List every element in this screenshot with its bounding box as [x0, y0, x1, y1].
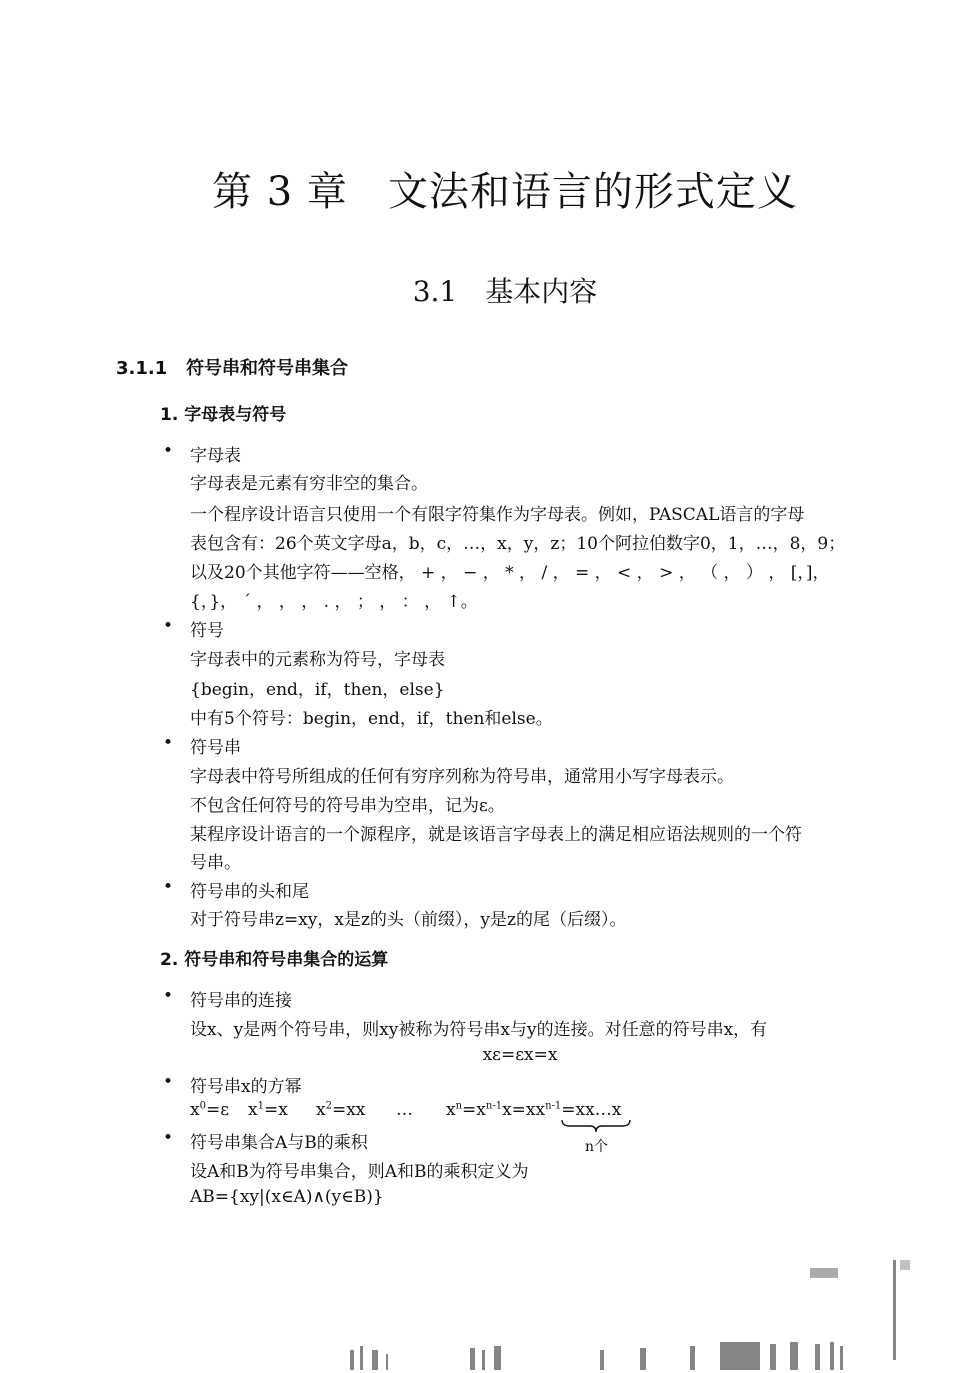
product-text-line: 设A和B为符号串集合，则A和B的乘积定义为: [190, 1162, 529, 1182]
bullet-dot: •: [163, 877, 174, 897]
subsection-heading: [116, 354, 348, 380]
chapter-title-text: 文法和语言的形式定义: [387, 169, 798, 215]
bullet-power-title: 符号串x的方幂: [190, 1077, 302, 1097]
bullet-product-title: 符号串集合A与B的乘积: [190, 1133, 368, 1153]
alphabet-text-line: 表包含有：26个英文字母a，b，c，…，x，y，z；10个阿拉伯数字0，1，…，8，9；: [190, 534, 846, 554]
subsection-number: 3.1.1: [116, 358, 168, 379]
string-text-line: 某程序设计语言的一个源程序，就是该语言字母表上的满足相应语法规则的一个符: [190, 825, 802, 845]
chapter-title: [0, 160, 980, 217]
section-number: 3.1: [412, 275, 458, 308]
part2-heading: 2. 符号串和符号串集合的运算: [160, 950, 389, 970]
part1-heading: 1. 字母表与符号: [160, 405, 287, 425]
chapter-number: 第 3 章: [212, 169, 348, 215]
bullet-headtail-title: 符号串的头和尾: [190, 882, 309, 902]
underbrace-icon: [560, 1118, 632, 1134]
bullet-symbol-title: 符号: [190, 621, 224, 641]
bullet-concat-title: 符号串的连接: [190, 991, 292, 1011]
symbol-text-line: 字母表中的元素称为符号，字母表: [190, 650, 445, 670]
alphabet-definition: 字母表是元素有穷非空的集合。: [190, 474, 428, 494]
string-text-line: 号串。: [190, 853, 241, 873]
product-formula: AB={xy|(x∈A)∧(y∈B)}: [190, 1187, 384, 1207]
section-title-text: 基本内容: [485, 275, 598, 308]
concat-text-line: 设x、y是两个符号串，则xy被称为符号串x与y的连接。对任意的符号串x，有: [190, 1020, 768, 1040]
power-formula-1: $x^1=x$: [248, 1100, 288, 1120]
scan-noise: [0, 1250, 980, 1373]
underbrace-label: n个: [585, 1139, 609, 1155]
string-text-line: 字母表中符号所组成的任何有穷序列称为符号串，通常用小写字母表示。: [190, 767, 734, 787]
alphabet-text-line: 以及20个其他字符——空格， + ， − ， * ， / ， = ， < ， > ， （ ， ） ， [，]，: [190, 563, 830, 583]
bullet-dot: •: [163, 986, 174, 1006]
alphabet-text-line: {，}， ´ ， ， ， . ， ； ， ： ， ↑。: [190, 592, 478, 612]
string-text-line: 不包含任何符号的符号串为空串，记为ε。: [190, 796, 505, 816]
bullet-dot: •: [163, 1128, 174, 1148]
bullet-dot: •: [163, 1072, 174, 1092]
power-formula-2: $x^2=xx$: [316, 1100, 366, 1120]
power-formula-0: $x^0=\varepsilon$: [190, 1100, 230, 1120]
section-title: [0, 270, 980, 310]
bullet-alphabet-title: 字母表: [190, 446, 241, 466]
headtail-text-line: 对于符号串z=xy，x是z的头（前缀），y是z的尾（后缀）。: [190, 910, 627, 930]
symbol-set: {begin，end，if，then，else}: [190, 680, 445, 700]
concat-formula: xε=εx=x: [482, 1045, 558, 1065]
power-ellipsis: …: [396, 1100, 413, 1120]
subsection-title: 符号串和符号串集合: [186, 358, 349, 379]
bullet-dot: •: [163, 733, 174, 753]
alphabet-text-line: 一个程序设计语言只使用一个有限字符集作为字母表。例如，PASCAL语言的字母: [190, 505, 805, 525]
symbol-text-line: 中有5个符号：begin，end，if，then和else。: [190, 709, 553, 729]
bullet-dot: •: [163, 616, 174, 636]
bullet-dot: •: [163, 441, 174, 461]
bullet-string-title: 符号串: [190, 738, 241, 758]
power-formula-n: $x^n=x^{n-1}x=xx^{n-1}=xx\dots x$: [446, 1100, 622, 1120]
